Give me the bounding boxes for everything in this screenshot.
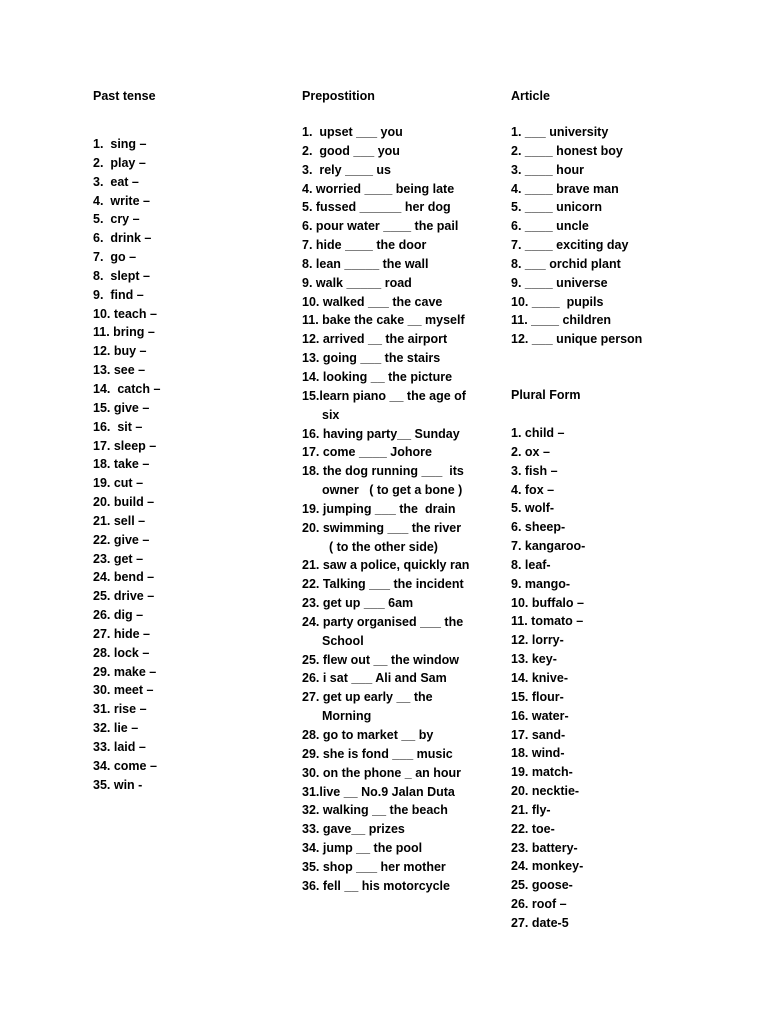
- article-heading: Article: [511, 89, 550, 103]
- list-item: [302, 613, 502, 651]
- list-item: 1. child –: [511, 426, 565, 440]
- list-item: [302, 764, 502, 783]
- list-item-text: 28. go to market __ by: [302, 728, 434, 742]
- list-item: 18. wind-: [511, 746, 565, 761]
- list-item: 24. bend –: [93, 570, 155, 585]
- list-item-text: 3. rely ____ us: [302, 162, 391, 177]
- list-item: 25. goose-: [511, 878, 573, 893]
- list-item: [302, 594, 502, 613]
- list-item: 13. see –: [93, 363, 146, 378]
- list-item: 5. cry –: [93, 212, 140, 227]
- list-item: [302, 801, 502, 820]
- list-item-text: 11. bake the cake __ myself: [302, 313, 465, 328]
- list-item-text: 13. going ___ the stairs: [302, 351, 441, 366]
- list-item: [302, 387, 502, 425]
- list-item-text: 2. good ___ you: [302, 143, 400, 158]
- list-item: 9. ____ universe: [511, 275, 608, 290]
- list-item-text: 18. the dog running ___ its: [302, 464, 464, 479]
- list-item: 8. slept –: [93, 268, 150, 283]
- list-item: [302, 877, 502, 896]
- list-item: 4. fox –: [511, 482, 555, 497]
- list-item: 22. toe-: [511, 821, 555, 836]
- list-item: [302, 651, 502, 670]
- list-item: [302, 123, 502, 142]
- list-item: [302, 443, 502, 462]
- list-item: [302, 783, 502, 802]
- list-item: 3. eat –: [93, 174, 139, 189]
- list-item-text: 34. jump __ the pool: [302, 841, 423, 856]
- list-item: [302, 669, 502, 688]
- list-item: 11. tomato –: [511, 614, 584, 629]
- list-item: 19. cut –: [93, 476, 144, 491]
- list-item: 17. sand-: [511, 727, 566, 742]
- list-item: [302, 575, 502, 594]
- list-item: 6. drink –: [93, 231, 152, 246]
- list-item: 16. water-: [511, 708, 569, 723]
- list-item-continuation: six: [322, 407, 340, 422]
- list-item-text: 7. hide ____ the door: [302, 238, 427, 253]
- list-item: [302, 858, 502, 877]
- list-item-text: 32. walking __ the beach: [302, 803, 448, 818]
- list-item: [302, 198, 502, 217]
- list-item-continuation: Morning: [322, 709, 372, 724]
- list-item: 17. sleep –: [93, 438, 157, 453]
- list-item-text: 20. swimming ___ the river: [302, 520, 462, 535]
- list-item: 15. flour-: [511, 689, 564, 704]
- list-item: 31. rise –: [93, 702, 147, 717]
- list-item: 11. ____ children: [511, 313, 612, 328]
- list-item: 25. drive –: [93, 589, 155, 604]
- list-item: 21. fly-: [511, 802, 551, 817]
- list-item: 7. ____ exciting day: [511, 238, 629, 253]
- list-item-text: 19. jumping ___ the drain: [302, 501, 456, 516]
- list-item: 23. get –: [93, 551, 144, 566]
- list-item: 27. hide –: [93, 626, 150, 641]
- list-item-text: 23. get up ___ 6am: [302, 596, 414, 611]
- list-item: 11. bring –: [93, 325, 155, 340]
- list-item: 12. ___ unique person: [511, 332, 643, 347]
- list-item: 26. roof –: [511, 897, 567, 912]
- list-item: [302, 274, 502, 293]
- list-item: 10. teach –: [93, 306, 157, 321]
- list-item-text: 21. saw a police, quickly ran: [302, 558, 470, 573]
- list-item-text: 17. come ____ Johore: [302, 445, 432, 460]
- list-item: 16. sit –: [93, 419, 143, 434]
- list-item-text: 36. fell __ his motorcycle: [302, 878, 450, 893]
- list-item-continuation: School: [322, 633, 364, 648]
- list-item: [302, 519, 502, 557]
- list-item: 27. date-5: [511, 915, 569, 930]
- list-item: 3. ____ hour: [511, 162, 584, 177]
- list-item: [302, 349, 502, 368]
- list-item: [302, 726, 502, 745]
- list-item: [302, 293, 502, 312]
- list-item: 7. kangaroo-: [511, 539, 586, 554]
- list-item: 28. lock –: [93, 645, 150, 660]
- list-item: 21. sell –: [93, 513, 146, 528]
- list-item: [302, 161, 502, 180]
- list-item: 20. necktie-: [511, 784, 580, 799]
- list-item: [302, 820, 502, 839]
- list-item: 9. mango-: [511, 576, 571, 591]
- list-item: 4. ____ brave man: [511, 181, 619, 196]
- list-item: 12. buy –: [93, 344, 147, 359]
- list-item: 2. ox –: [511, 444, 550, 459]
- list-item-text: 5. fussed ______ her dog: [302, 200, 451, 215]
- list-item-text: 25. flew out __ the window: [302, 652, 459, 667]
- plural-form-heading: Plural Form: [511, 388, 581, 402]
- list-item-text: 33. gave__ prizes: [302, 822, 405, 837]
- list-item-text: 24. party organised ___ the: [302, 614, 464, 629]
- list-item: 8. leaf-: [511, 557, 551, 572]
- list-item: [302, 236, 502, 255]
- list-item: [302, 217, 502, 236]
- list-item: [302, 330, 502, 349]
- list-item: [302, 745, 502, 764]
- list-item: 8. ___ orchid plant: [511, 256, 621, 271]
- list-item-text: 26. i sat ___ Ali and Sam: [302, 671, 447, 686]
- list-item: 12. lorry-: [511, 633, 564, 648]
- list-item: 24. monkey-: [511, 859, 584, 874]
- list-item: 2. ____ honest boy: [511, 143, 623, 158]
- list-item-text: 22. Talking ___ the incident: [302, 577, 464, 592]
- preposition-heading: Prepostition: [302, 89, 375, 103]
- list-item-text: 30. on the phone _ an hour: [302, 765, 462, 780]
- list-item: 9. find –: [93, 287, 144, 302]
- list-item-text: 12. arrived __ the airport: [302, 332, 448, 347]
- list-item: 14. knive-: [511, 670, 568, 685]
- list-item: 19. match-: [511, 765, 573, 780]
- list-item: 10. buffalo –: [511, 595, 584, 610]
- plural-form-list: [511, 424, 711, 933]
- list-item: 32. lie –: [93, 721, 139, 736]
- list-item-text: 16. having party__ Sunday: [302, 426, 460, 441]
- list-item: 33. laid –: [93, 740, 146, 754]
- list-item: 6. sheep-: [511, 520, 566, 535]
- list-item: 30. meet –: [93, 683, 154, 698]
- list-item: 3. fish –: [511, 463, 558, 478]
- list-item: 5. wolf-: [511, 501, 555, 516]
- list-item: [302, 142, 502, 161]
- list-item: 5. ____ unicorn: [511, 200, 603, 215]
- list-item-continuation: ( to the other side): [322, 539, 438, 554]
- list-item: 13. key-: [511, 652, 557, 667]
- list-item: [302, 462, 502, 500]
- list-item: [302, 180, 502, 199]
- list-item-text: 27. get up early __ the: [302, 690, 433, 705]
- list-item-text: 6. pour water ____ the pail: [302, 219, 459, 234]
- list-item: [302, 556, 502, 575]
- list-item: [302, 368, 502, 387]
- list-item: 20. build –: [93, 495, 155, 510]
- list-item: [302, 500, 502, 519]
- list-item: 22. give –: [93, 532, 150, 547]
- list-item: 10. ____ pupils: [511, 294, 604, 309]
- list-item: 15. give –: [93, 400, 150, 415]
- list-item-text: 14. looking __ the picture: [302, 369, 453, 384]
- list-item-text: 8. lean _____ the wall: [302, 256, 429, 271]
- list-item: 6. ____ uncle: [511, 219, 589, 234]
- list-item: [302, 255, 502, 274]
- list-item: 35. win -: [93, 777, 143, 792]
- list-item: 1. ___ university: [511, 125, 609, 139]
- list-item: 1. sing –: [93, 137, 147, 151]
- list-item: 4. write –: [93, 193, 150, 208]
- list-item-continuation: owner ( to get a bone ): [322, 483, 463, 498]
- past-tense-list: [93, 135, 283, 795]
- list-item: 7. go –: [93, 250, 137, 265]
- list-item-text: 4. worried ____ being late: [302, 181, 455, 196]
- list-item: [302, 311, 502, 330]
- list-item-text: 9. walk _____ road: [302, 275, 412, 290]
- past-tense-heading: Past tense: [93, 89, 156, 103]
- list-item-text: 1. upset ___ you: [302, 125, 403, 139]
- list-item: 34. come –: [93, 758, 157, 773]
- list-item: 14. catch –: [93, 381, 161, 396]
- list-item-text: 15.learn piano __ the age of: [302, 388, 466, 403]
- list-item: [302, 425, 502, 444]
- article-list: [511, 123, 711, 349]
- list-item-text: 35. shop ___ her mother: [302, 859, 446, 874]
- list-item: 2. play –: [93, 155, 146, 170]
- list-item-text: 10. walked ___ the cave: [302, 294, 443, 309]
- list-item: 18. take –: [93, 457, 150, 472]
- list-item: 26. dig –: [93, 608, 144, 623]
- list-item: 23. battery-: [511, 840, 578, 855]
- preposition-list: [302, 123, 502, 896]
- list-item: [302, 688, 502, 726]
- list-item-text: 29. she is fond ___ music: [302, 746, 453, 761]
- list-item: [302, 839, 502, 858]
- list-item: 29. make –: [93, 664, 157, 679]
- list-item-text: 31.live __ No.9 Jalan Duta: [302, 784, 455, 799]
